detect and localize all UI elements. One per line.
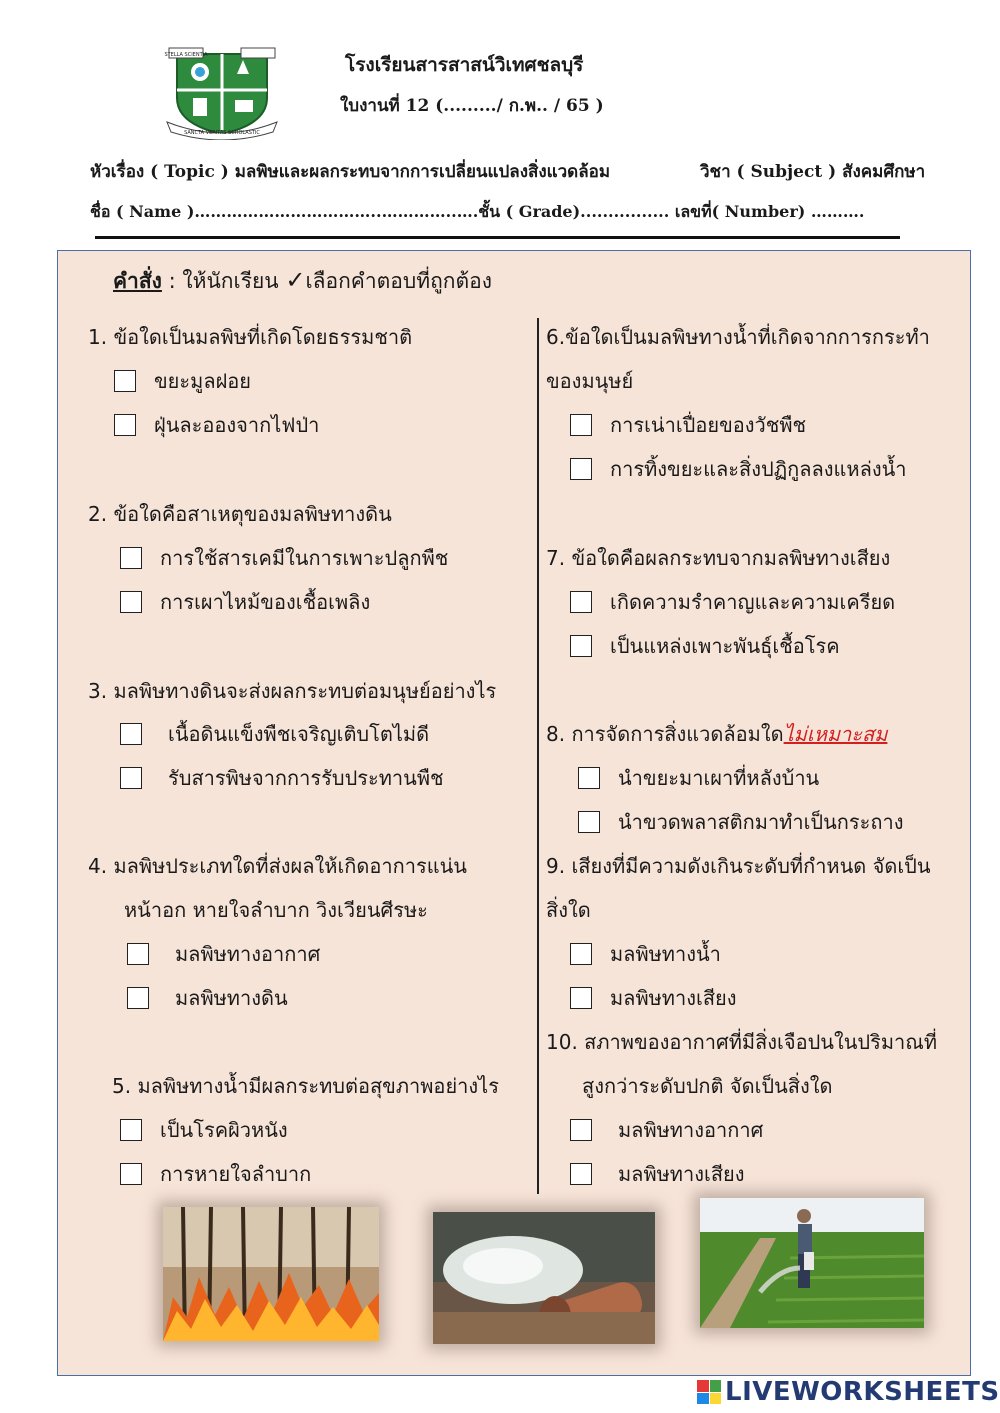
school-logo xyxy=(163,44,281,140)
option-3a[interactable]: เนื้อดินแข็งพืชเจริญเติบโตไม่ดี xyxy=(120,718,429,750)
option-7b[interactable]: เป็นแหล่งเพาะพันธุ์เชื้อโรค xyxy=(570,630,840,662)
checkmark-icon: ✓ xyxy=(285,266,306,294)
option-9a[interactable]: มลพิษทางน้ำ xyxy=(570,938,721,970)
checkbox[interactable] xyxy=(570,987,592,1009)
svg-text:STELLA SCIENTIA: STELLA SCIENTIA xyxy=(164,52,208,58)
liveworksheets-mark-icon xyxy=(697,1380,721,1404)
checkbox[interactable] xyxy=(120,591,142,613)
option-9b[interactable]: มลพิษทางเสียง xyxy=(570,982,737,1014)
checkbox[interactable] xyxy=(570,591,592,613)
instruction-label: คำสั่ง xyxy=(113,269,162,293)
option-6b[interactable]: การทิ้งขยะและสิ่งปฏิกูลลงแหล่งน้ำ xyxy=(570,453,907,485)
option-6a[interactable]: การเน่าเปื่อยของวัชพืช xyxy=(570,409,806,441)
option-3b[interactable]: รับสารพิษจากการรับประทานพืช xyxy=(120,762,444,794)
question-3: 3. มลพิษทางดินจะส่งผลกระทบต่อมนุษย์อย่างไร xyxy=(88,679,497,703)
option-1a[interactable]: ขยะมูลฝอย xyxy=(114,365,251,397)
liveworksheets-logo[interactable]: LIVEWORKSHEETS xyxy=(697,1377,1000,1407)
option-1b[interactable]: ฝุ่นละอองจากไฟป่า xyxy=(114,409,319,441)
option-2a[interactable]: การใช้สารเคมีในการเพาะปลูกพืช xyxy=(120,542,448,574)
checkbox[interactable] xyxy=(570,414,592,436)
option-8b[interactable]: นำขวดพลาสติกมาทำเป็นกระถาง xyxy=(578,806,904,838)
forest-fire-image xyxy=(163,1207,379,1341)
emphasis-not-appropriate: ไม่เหมาะสม xyxy=(783,722,888,746)
option-4b[interactable]: มลพิษทางดิน xyxy=(127,982,288,1014)
option-2b[interactable]: การเผาไหม้ของเชื้อเพลิง xyxy=(120,586,370,618)
checkbox[interactable] xyxy=(120,1119,142,1141)
instruction: คำสั่ง : ให้นักเรียน ✓เลือกคำตอบที่ถูกต้อง xyxy=(113,266,493,294)
checkbox[interactable] xyxy=(570,1119,592,1141)
question-1: 1. ข้อใดเป็นมลพิษที่เกิดโดยธรรมชาติ xyxy=(88,325,413,349)
column-divider xyxy=(537,318,539,1194)
question-6: 6.ข้อใดเป็นมลพิษทางน้ำที่เกิดจากการกระทำ xyxy=(546,325,930,349)
question-8: 8. การจัดการสิ่งแวดล้อมใดไม่เหมาะสม xyxy=(546,722,888,746)
question-2: 2. ข้อใดคือสาเหตุของมลพิษทางดิน xyxy=(88,502,392,526)
option-7a[interactable]: เกิดความรำคาญและความเครียด xyxy=(570,586,895,618)
header-divider xyxy=(95,236,900,239)
question-10: 10. สภาพของอากาศที่มีสิ่งเจือปนในปริมาณที่ xyxy=(546,1030,937,1054)
option-10a[interactable]: มลพิษทางอากาศ xyxy=(570,1114,763,1146)
option-5b[interactable]: การหายใจลำบาก xyxy=(120,1158,311,1190)
question-7: 7. ข้อใดคือผลกระทบจากมลพิษทางเสียง xyxy=(546,546,891,570)
checkbox[interactable] xyxy=(570,943,592,965)
question-6-cont: ของมนุษย์ xyxy=(546,369,634,393)
school-name: โรงเรียนสารสาสน์วิเทศชลบุรี xyxy=(345,54,584,76)
checkbox[interactable] xyxy=(114,370,136,392)
checkbox[interactable] xyxy=(120,1163,142,1185)
option-5a[interactable]: เป็นโรคผิวหนัง xyxy=(120,1114,288,1146)
question-4-cont: หน้าอก หายใจลำบาก วิงเวียนศีรษะ xyxy=(124,898,428,922)
checkbox[interactable] xyxy=(570,458,592,480)
checkbox[interactable] xyxy=(578,811,600,833)
option-10b[interactable]: มลพิษทางเสียง xyxy=(570,1158,745,1190)
checkbox[interactable] xyxy=(127,987,149,1009)
checkbox[interactable] xyxy=(570,635,592,657)
checkbox[interactable] xyxy=(570,1163,592,1185)
checkbox[interactable] xyxy=(578,767,600,789)
subject-line: วิชา ( Subject ) สังคมศึกษา xyxy=(700,162,926,182)
question-9: 9. เสียงที่มีความดังเกินระดับที่กำหนด จัดเป็น xyxy=(546,854,931,878)
name-grade-number-row[interactable]: ชื่อ ( Name )……………………………..…………..….ชั้น ( Grade)................ เลขที่( Number) ………. xyxy=(90,202,865,221)
option-4a[interactable]: มลพิษทางอากาศ xyxy=(127,938,320,970)
question-4: 4. มลพิษประเภทใดที่ส่งผลให้เกิดอาการแน่น xyxy=(88,854,467,878)
worksheet-number: ใบงานที่ 12 (........./ ก.พ.. / 65 ) xyxy=(340,96,604,116)
checkbox[interactable] xyxy=(127,943,149,965)
svg-text:SANCTA VERITAS SCHOLASTIC: SANCTA VERITAS SCHOLASTIC xyxy=(184,130,260,136)
checkbox[interactable] xyxy=(120,723,142,745)
checkbox[interactable] xyxy=(120,767,142,789)
question-9-cont: สิ่งใด xyxy=(546,898,591,922)
option-8a[interactable]: นำขยะมาเผาที่หลังบ้าน xyxy=(578,762,819,794)
checkbox[interactable] xyxy=(120,547,142,569)
question-10-cont: สูงกว่าระดับปกติ จัดเป็นสิ่งใด xyxy=(582,1074,833,1098)
topic-line: หัวเรื่อง ( Topic ) มลพิษและผลกระทบจากการเปลี่ยนแปลงสิ่งแวดล้อม xyxy=(90,162,611,182)
checkbox[interactable] xyxy=(114,414,136,436)
water-pollution-image xyxy=(433,1212,655,1344)
pesticide-spraying-image xyxy=(700,1198,924,1328)
question-5: 5. มลพิษทางน้ำมีผลกระทบต่อสุขภาพอย่างไร xyxy=(112,1074,499,1098)
